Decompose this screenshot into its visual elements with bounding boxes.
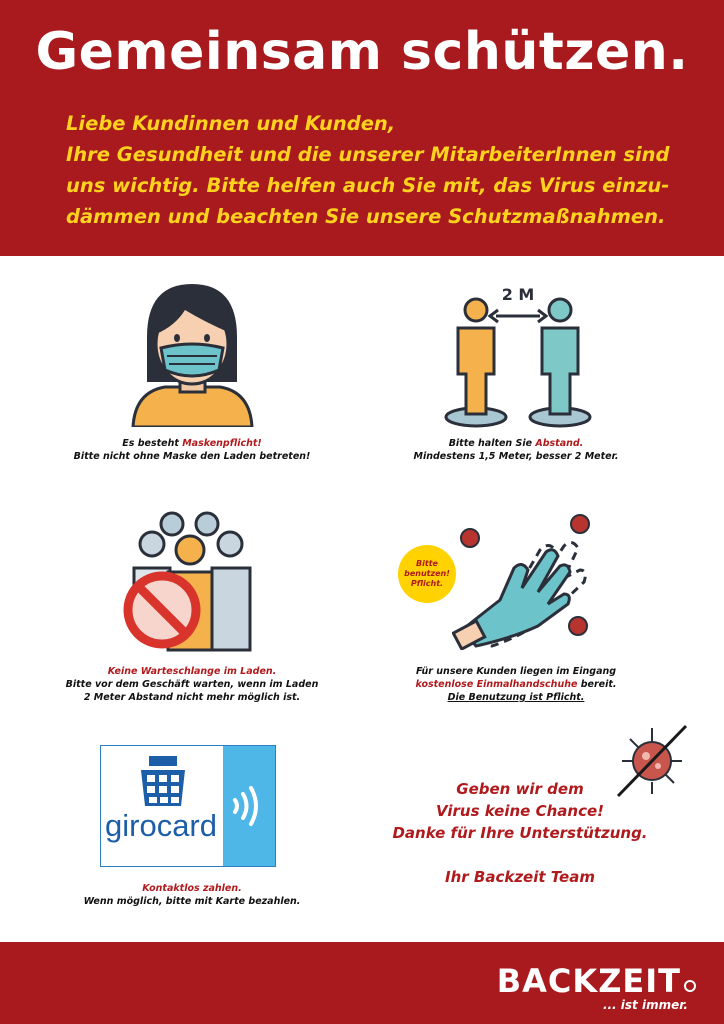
card-terminal-icon [139, 756, 187, 806]
distance-caption-line2: Mindestens 1,5 Meter, besser 2 Meter. [413, 451, 619, 462]
logo-dot-icon [684, 980, 696, 992]
girocard-logo [100, 745, 276, 867]
pflicht-badge [398, 545, 456, 603]
intro-line: Liebe Kundinnen und Kunden, [66, 112, 396, 135]
backzeit-logo [497, 962, 696, 1000]
distance-highlight: Abstand. [535, 438, 584, 449]
distance-caption [386, 437, 646, 463]
footer-banner [0, 942, 724, 1024]
mask-highlight: Maskenpflicht! [182, 438, 262, 449]
crowd-no-queue-icon [112, 510, 272, 655]
mask-caption-line2: Bitte nicht ohne Maske den Laden betreten! [73, 451, 311, 462]
closing-line: Geben wir dem [456, 780, 584, 798]
gloves-caption-post: bereit. [577, 679, 617, 690]
queue-caption [62, 665, 322, 704]
badge-line: Bitte [416, 559, 438, 568]
brand-wordmark: BACKZEIT [496, 962, 681, 1000]
closing-line: Danke für Ihre Unterstützung. [392, 824, 648, 842]
distance-label: 2 M [501, 285, 535, 304]
card-highlight: Kontaktlos zahlen. [142, 883, 242, 894]
queue-highlight: Keine Warteschlange im Laden. [107, 666, 277, 677]
card-caption [62, 882, 322, 908]
intro-text [66, 108, 686, 232]
contactless-icon [231, 784, 267, 828]
queue-caption-line2: Bitte vor dem Geschäft warten, wenn im Laden [65, 679, 319, 690]
glove-hand-with-viruses-icon [452, 510, 602, 650]
card-caption-line2: Wenn möglich, bitte mit Karte bezahlen. [83, 896, 301, 907]
closing-signature: Ihr Backzeit Team [445, 868, 595, 886]
page-title: Gemeinsam schützen. [35, 22, 689, 82]
contactless-strip [223, 746, 275, 866]
gloves-caption [386, 665, 646, 704]
closing-line: Virus keine Chance! [436, 802, 604, 820]
badge-line: Pflicht. [410, 579, 444, 588]
two-people-distance-icon [440, 282, 595, 430]
intro-line: dämmen und beachten Sie unsere Schutzmaßnahmen. [66, 205, 666, 228]
intro-line: Ihre Gesundheit und die unserer MitarbeiterInnen sind [66, 143, 670, 166]
header-banner [0, 0, 724, 256]
woman-with-mask-icon [125, 282, 260, 427]
girocard-wordmark: girocard [105, 808, 217, 843]
queue-caption-line3: 2 Meter Abstand nicht mehr möglich ist. [83, 692, 301, 703]
distance-caption-pre: Bitte halten Sie [448, 438, 536, 449]
mask-caption [62, 437, 322, 463]
closing-message [370, 778, 670, 888]
intro-line: uns wichtig. Bitte helfen auch Sie mit, das Virus einzu- [66, 174, 670, 197]
mask-caption-pre: Es besteht [122, 438, 183, 449]
gloves-caption-line1: Für unsere Kunden liegen im Eingang [415, 666, 617, 677]
badge-line: benutzen! [404, 569, 450, 578]
brand-tagline: ... ist immer. [602, 998, 688, 1012]
gloves-caption-line3: Die Benutzung ist Pflicht. [447, 692, 585, 703]
gloves-highlight: kostenlose Einmalhandschuhe [415, 679, 578, 690]
